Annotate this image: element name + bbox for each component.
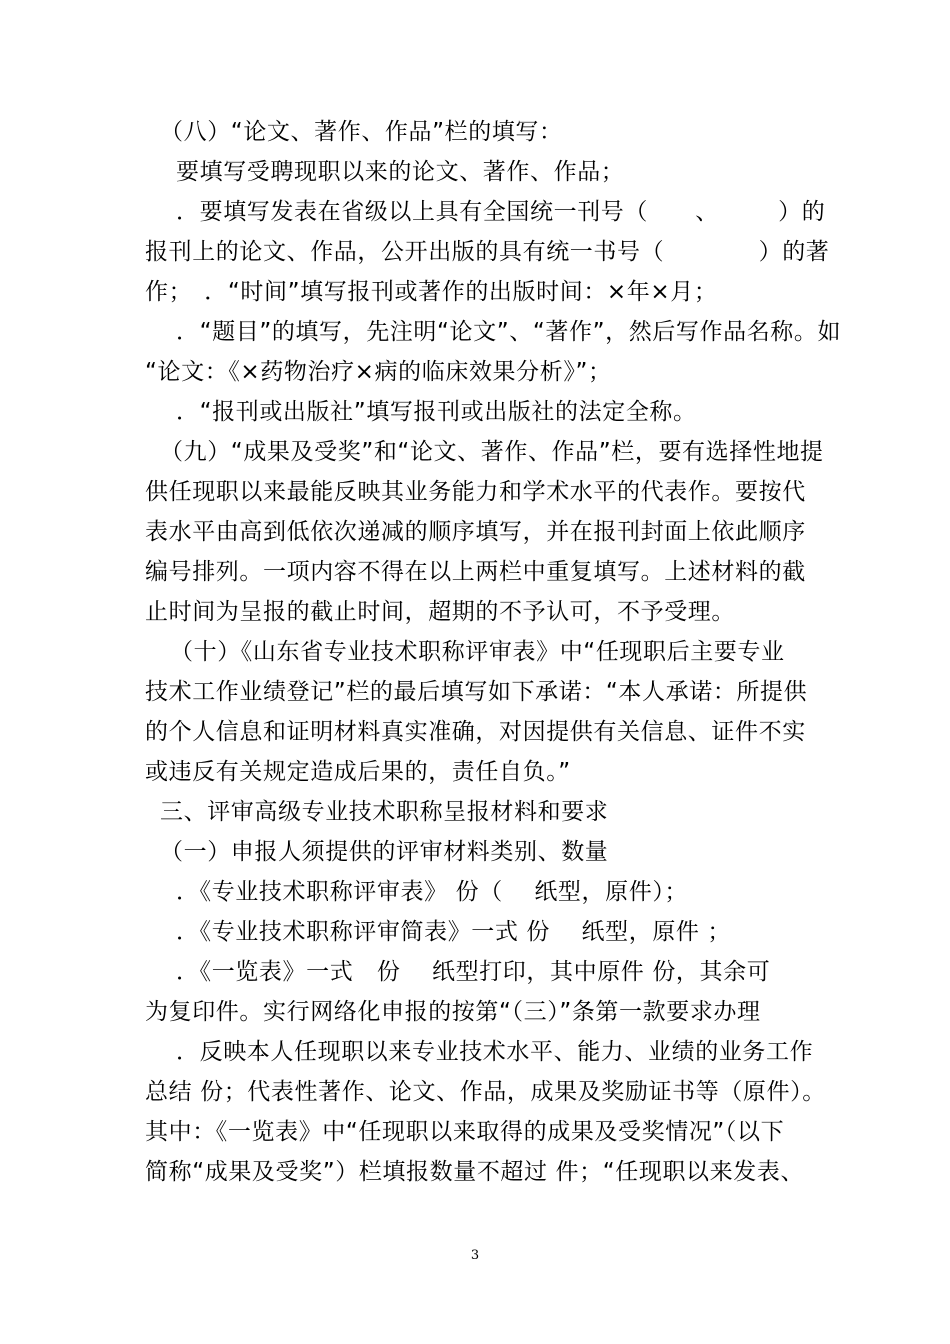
text-line: 要填写受聘现职以来的论文、著作、作品； (176, 159, 625, 185)
text-line: ．“题目”的填写，先注明“论文”、“著作”，然后写作品名称。如 (176, 319, 842, 345)
text-line: 技术工作业绩登记”栏的最后填写如下承诺：“本人承诺：所提供 (145, 679, 808, 705)
text-line: 供任现职以来最能反映其业务能力和学术水平的代表作。要按代 (145, 479, 806, 505)
text-line: 编号排列。一项内容不得在以上两栏中重复填写。上述材料的截 (145, 559, 806, 585)
text-line: “论文：《×药物治疗×病的临床效果分析》”； (145, 359, 612, 385)
text-line: （八）“论文、著作、作品”栏的填写： (160, 119, 563, 145)
text-line: ．《一览表》一式 份 纸型打印，其中原件 份，其余可 (176, 959, 771, 985)
text-line: 表水平由高到低依次递减的顺序填写，并在报刊封面上依此顺序 (145, 519, 806, 545)
text-line: 止时间为呈报的截止时间，超期的不予认可，不予受理。 (145, 599, 735, 625)
text-line: 的个人信息和证明材料真实准确，对因提供有关信息、证件不实 (145, 719, 806, 745)
text-line: 或违反有关规定造成后果的，责任自负。” (145, 759, 571, 785)
text-line: 其中：《一览表》中“任现职以来取得的成果及受奖情况”（以下 (145, 1119, 785, 1145)
text-line: （十）《山东省专业技术职称评审表》中“任现职后主要专业 (170, 639, 785, 665)
page-number: 3 (470, 1248, 480, 1263)
text-line: 简称“成果及受奖”）栏填报数量不超过 件；“任现职以来发表、 (145, 1159, 805, 1185)
text-line: 总结 份；代表性著作、论文、作品，成果及奖励证书等（原件）。 (145, 1079, 826, 1105)
text-line: 为复印件。实行网络化申报的按第“（三）”条第一款要求办理 (145, 999, 761, 1025)
text-line: ．要填写发表在省级以上具有全国统一刊号（ 、 ）的 (176, 199, 826, 225)
text-line: 报刊上的论文、作品，公开出版的具有统一书号（ ）的著 (145, 239, 830, 265)
text-line: ．《专业技术职称评审表》 份（ 纸型，原件）； (176, 879, 689, 905)
text-line: 作； ．“时间”填写报刊或著作的出版时间：×年×月； (145, 279, 718, 305)
text-line: （一）申报人须提供的评审材料类别、数量 (160, 839, 609, 865)
text-line: ．反映本人任现职以来专业技术水平、能力、业绩的业务工作 (176, 1039, 814, 1065)
text-line: （九）“成果及受奖”和“论文、著作、作品”栏，要有选择性地提 (160, 439, 824, 465)
text-line: ．《专业技术职称评审简表》一式 份 纸型，原件 ； (176, 919, 732, 945)
section-heading: 三、评审高级专业技术职称呈报材料和要求 (160, 799, 609, 825)
text-line: ．“报刊或出版社”填写报刊或出版社的法定全称。 (176, 399, 697, 425)
